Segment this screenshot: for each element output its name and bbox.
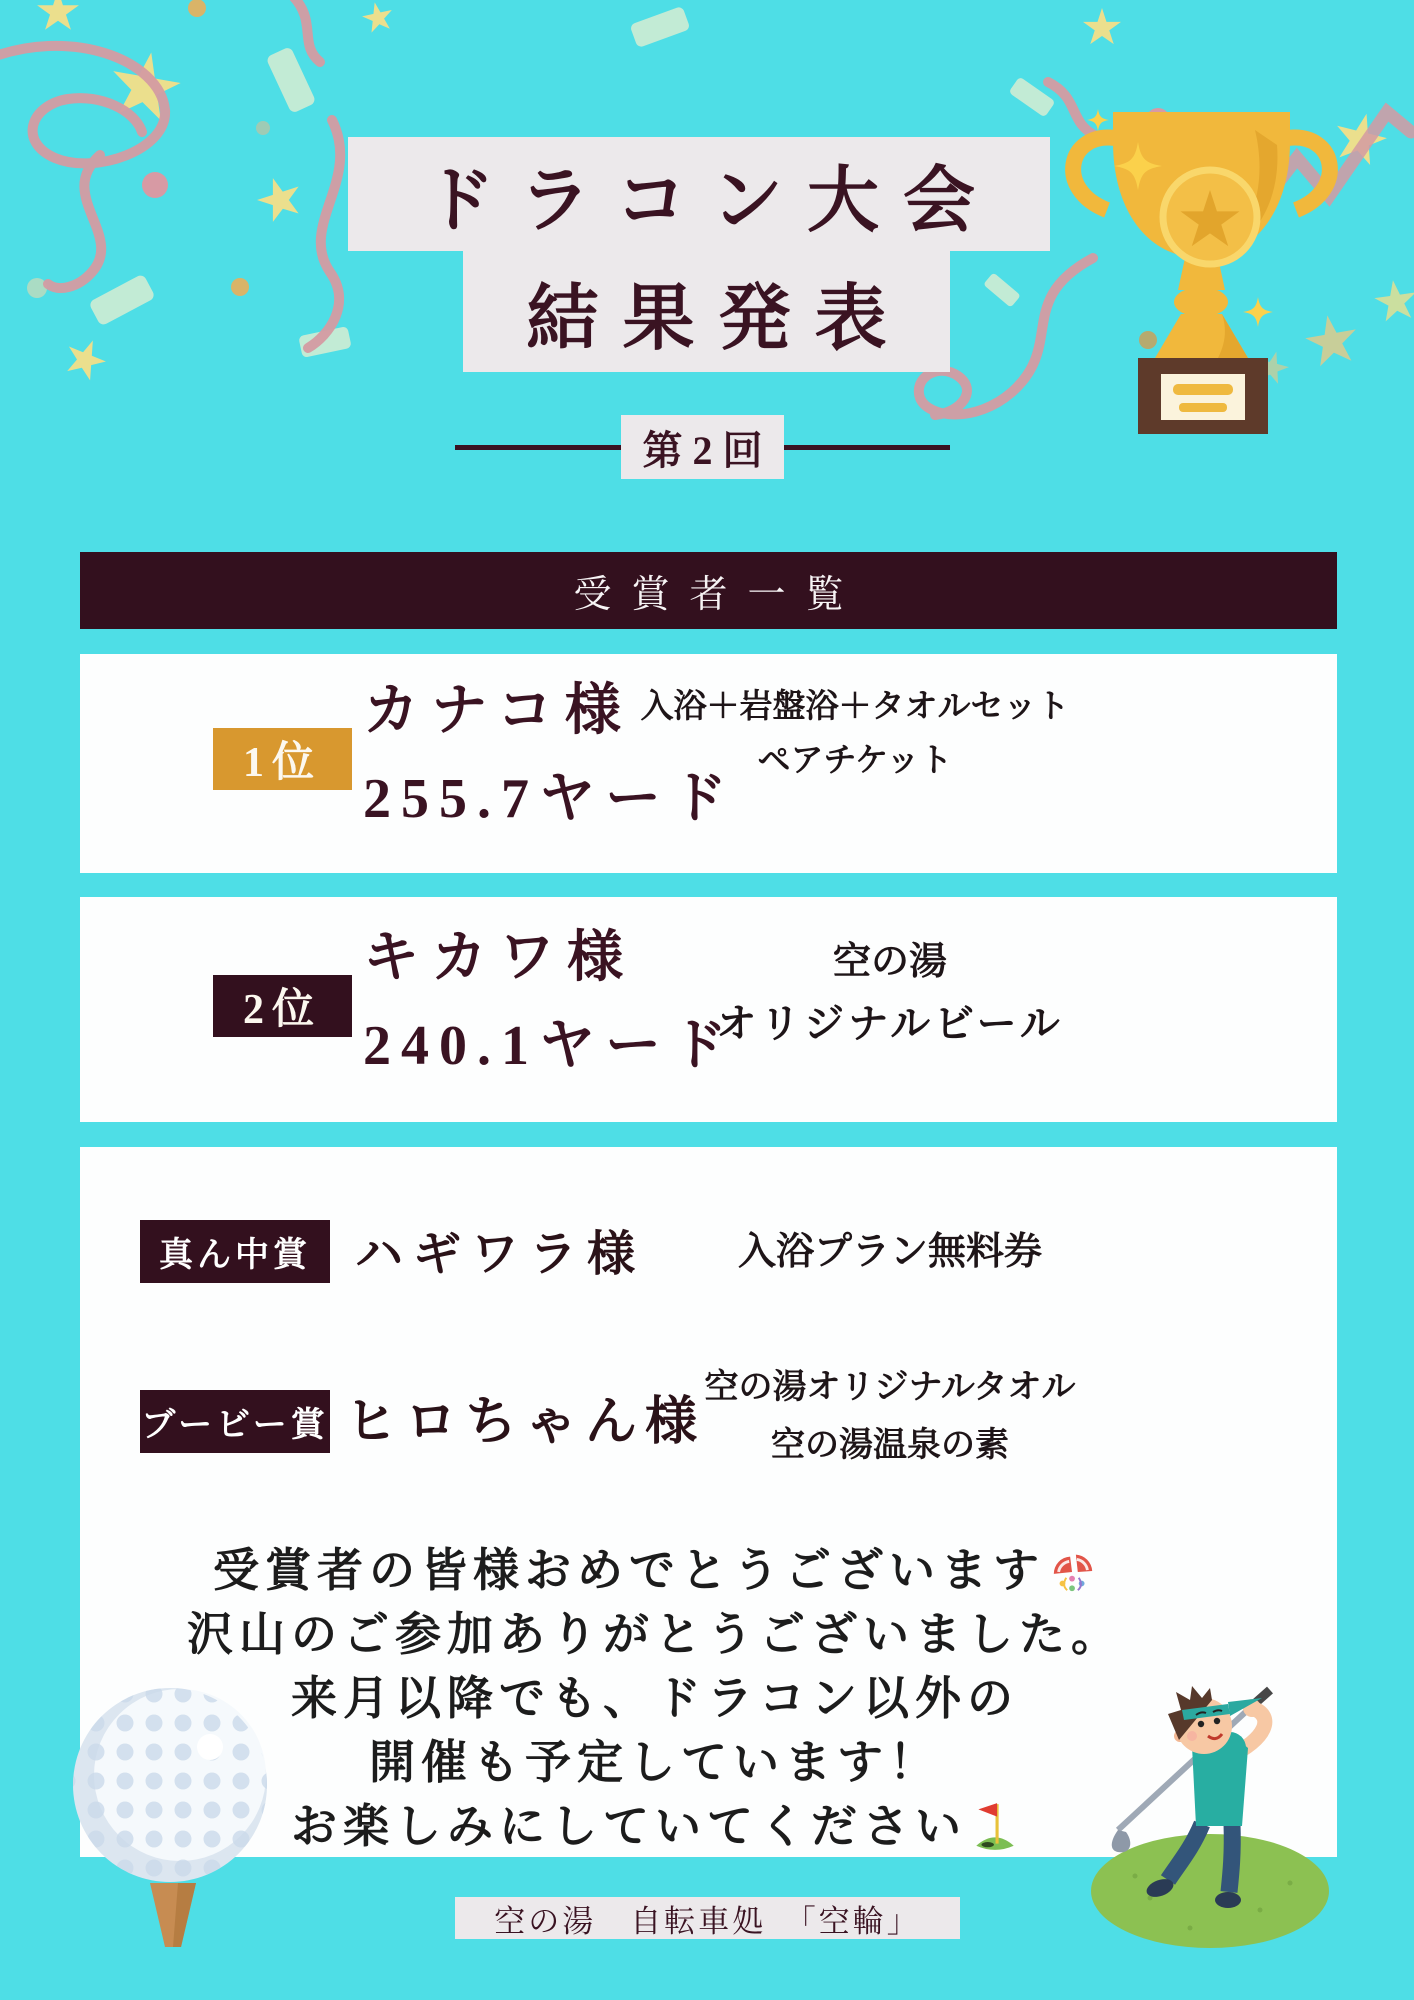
title-block-line1 [348, 137, 1050, 251]
poster-title-line1: ドラコン大会 [422, 161, 999, 241]
rank-badge-second [213, 975, 352, 1037]
message-line-1: 受賞者の皆様おめでとうございます [110, 1539, 1200, 1603]
prize-line-2: オリジナルビール [716, 1001, 1064, 1046]
prize-text [605, 680, 1105, 788]
award-badge-booby [140, 1390, 330, 1453]
round-divider-right [784, 445, 950, 450]
winner-score: 255.7ヤード [363, 768, 737, 830]
poster-title-line2: 結果発表 [526, 278, 911, 359]
golf-flag-icon [971, 1800, 1019, 1854]
award-winner-name: ヒロちゃん様 [345, 1394, 706, 1451]
prize-text [640, 931, 1140, 1055]
golf-ball-icon [58, 1685, 288, 1955]
rank-label: 1位 [242, 740, 322, 786]
prize-line-1: 入浴プラン無料券 [737, 1231, 1042, 1273]
prize-line-2: 空の湯温泉の素 [771, 1427, 1009, 1464]
prize-line-1: 入浴＋岩盤浴＋タオルセット [640, 689, 1070, 725]
winner-name: キカワ様 [363, 927, 635, 989]
message-line-5: お楽しみにしていてください [110, 1795, 1200, 1859]
round-label: 第2回 [642, 427, 773, 473]
rank-label: 2位 [242, 987, 322, 1033]
winners-banner [80, 552, 1337, 629]
prize-line-1: 空の湯オリジナルタオル [704, 1369, 1076, 1406]
round-row [455, 415, 950, 479]
confetti-ball-icon [1049, 1544, 1097, 1598]
award-winner-name: ハギワラ様 [355, 1228, 646, 1281]
winners-banner-title: 受賞者一覧 [573, 574, 864, 616]
title-block-line2 [463, 251, 950, 372]
footer-strip [455, 1897, 960, 1939]
golfer-icon [1080, 1648, 1350, 1978]
message-line-2: 沢山のご参加ありがとうございました。 [187, 1609, 1123, 1660]
round-label-box [621, 415, 784, 479]
award-label: 真ん中賞 [159, 1237, 311, 1274]
prize-text [635, 1359, 1145, 1475]
prize-line-2: ペアチケット [757, 743, 953, 779]
rank-badge-first [213, 728, 352, 790]
award-badge-middle [140, 1220, 330, 1283]
prize-text [640, 1223, 1140, 1281]
result-card-first [80, 654, 1337, 873]
message-line-3: 来月以降でも、ドラコン以外の [291, 1673, 1019, 1724]
message-line-4: 開催も予定しています！ [369, 1737, 941, 1788]
round-divider-left [455, 445, 621, 450]
award-label: ブービー賞 [141, 1407, 329, 1444]
result-card-second [80, 897, 1337, 1122]
winner-name: カナコ様 [363, 680, 633, 742]
prize-line-1: 空の湯 [832, 941, 947, 983]
trophy-icon [1015, 90, 1395, 450]
winner-score: 240.1ヤード [363, 1015, 737, 1077]
footer-label: 空の湯 自転車処 「空輪」 [494, 1903, 921, 1939]
